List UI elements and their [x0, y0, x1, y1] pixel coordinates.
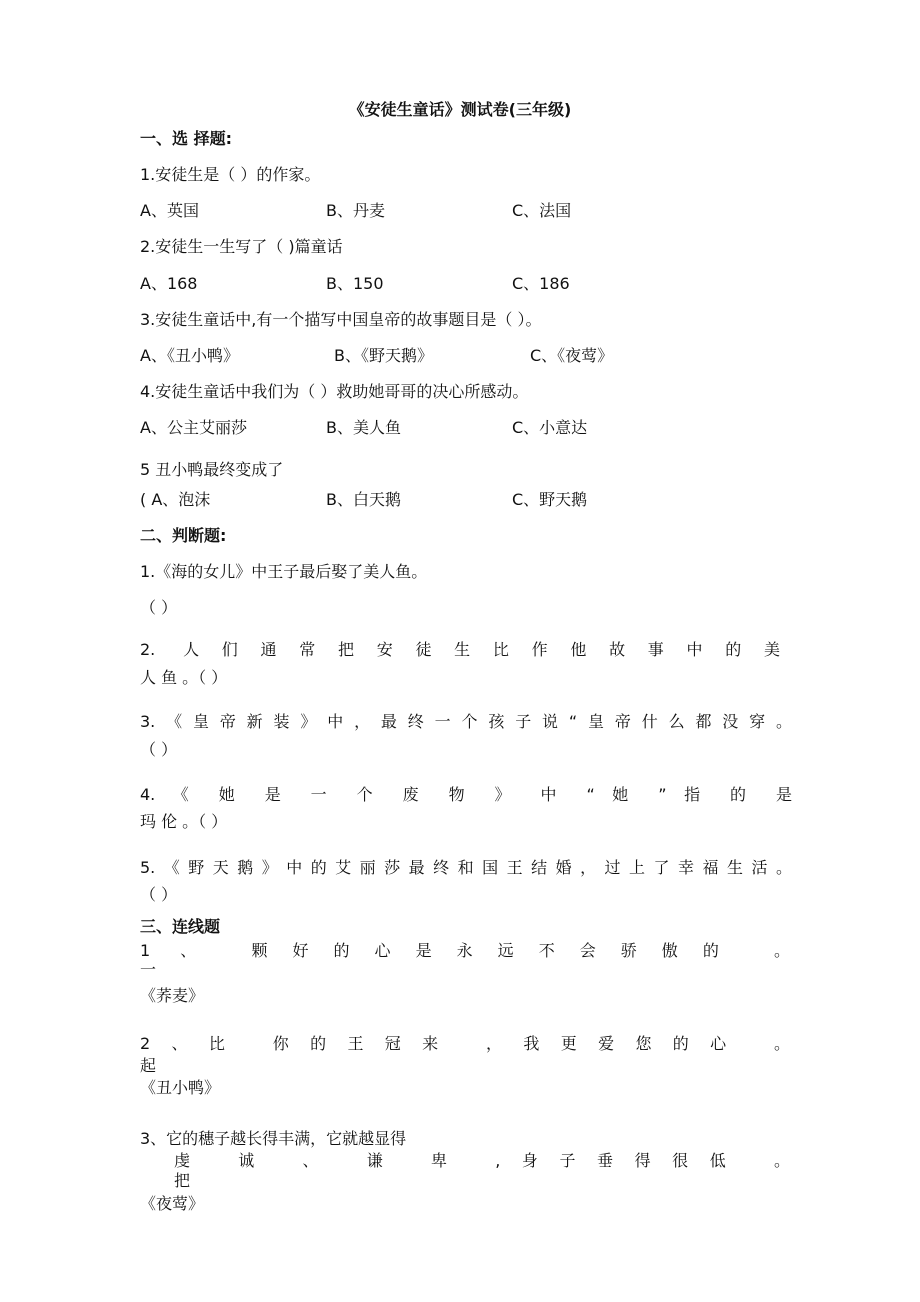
match-item-3: 3、它的穗子越长得丰满，它就越显得: [140, 1129, 407, 1148]
option: B、丹麦: [326, 201, 385, 220]
option: B、《野天鹅》: [334, 346, 433, 365]
question-4: 4.安徒生童话中我们为（ ）救助她哥哥的决心所感动。: [140, 382, 529, 401]
match-item-3-cont: 虔 诚 、 谦 卑 ,身子垂得很低 。: [174, 1151, 790, 1170]
judge-item-2: 2. 人们通常把安徒生比作他故事中的美: [140, 640, 780, 659]
option: C、野天鹅: [512, 490, 588, 509]
judge-item-3: 3.《皇帝新装》中，最终一个孩子说“皇帝什么都没穿。: [140, 712, 792, 731]
match-item-wrap: 一: [140, 960, 157, 979]
option: B、美人鱼: [326, 418, 401, 437]
match-item-2: 2、比 你的王冠来 ，我更爱您的心 。: [140, 1034, 790, 1053]
judge-answer-blank: （ ）: [140, 740, 178, 759]
match-item-wrap: 起: [140, 1056, 157, 1075]
option: ( A、泡沫: [140, 490, 211, 509]
question-5: 5 丑小鸭最终变成了: [140, 460, 284, 479]
judge-item-1: 1.《海的女儿》中王子最后娶了美人鱼。: [140, 562, 428, 581]
option: A、168: [140, 274, 198, 293]
section-heading-choice: 一、选 择题:: [140, 129, 232, 148]
option: A、英国: [140, 201, 199, 220]
match-item-1: 1 、 颗好的心是永远不会骄傲的 。: [140, 941, 790, 960]
option: C、小意达: [512, 418, 588, 437]
judge-answer-blank: 玛 伦 。（ ）: [140, 812, 228, 831]
option: A、《丑小鸭》: [140, 346, 239, 365]
judge-item-4: 4. 《 她 是 一 个 废 物 》 中 “ 她 ” 指 的 是: [140, 785, 792, 804]
judge-item-5: 5.《野天鹅》中的艾丽莎最终和国王结婚，过上了幸福生活。: [140, 858, 792, 877]
question-1: 1.安徒生是（ ）的作家。: [140, 165, 321, 184]
option: B、白天鹅: [326, 490, 401, 509]
option: C、186: [512, 274, 570, 293]
judge-answer-blank: （ ）: [140, 598, 178, 617]
question-3: 3.安徒生童话中,有一个描写中国皇帝的故事题目是（ ）。: [140, 310, 542, 329]
page-title: 《安徒生童话》测试卷(三年级): [348, 100, 572, 119]
section-heading-judge: 二、判断题:: [140, 526, 227, 545]
option: C、《夜莺》: [530, 346, 614, 365]
option: B、150: [326, 274, 384, 293]
question-2: 2.安徒生一生写了（ )篇童话: [140, 237, 343, 256]
match-story: 《丑小鸭》: [140, 1078, 221, 1097]
match-story: 《荞麦》: [140, 986, 205, 1005]
option: A、公主艾丽莎: [140, 418, 247, 437]
section-heading-match: 三、连线题: [140, 917, 221, 936]
match-story: 《夜莺》: [140, 1194, 205, 1213]
judge-answer-blank: （ ）: [140, 885, 178, 904]
option: C、法国: [512, 201, 572, 220]
match-item-wrap: 把: [174, 1171, 191, 1190]
judge-answer-blank: 人 鱼 。（ ）: [140, 668, 228, 687]
